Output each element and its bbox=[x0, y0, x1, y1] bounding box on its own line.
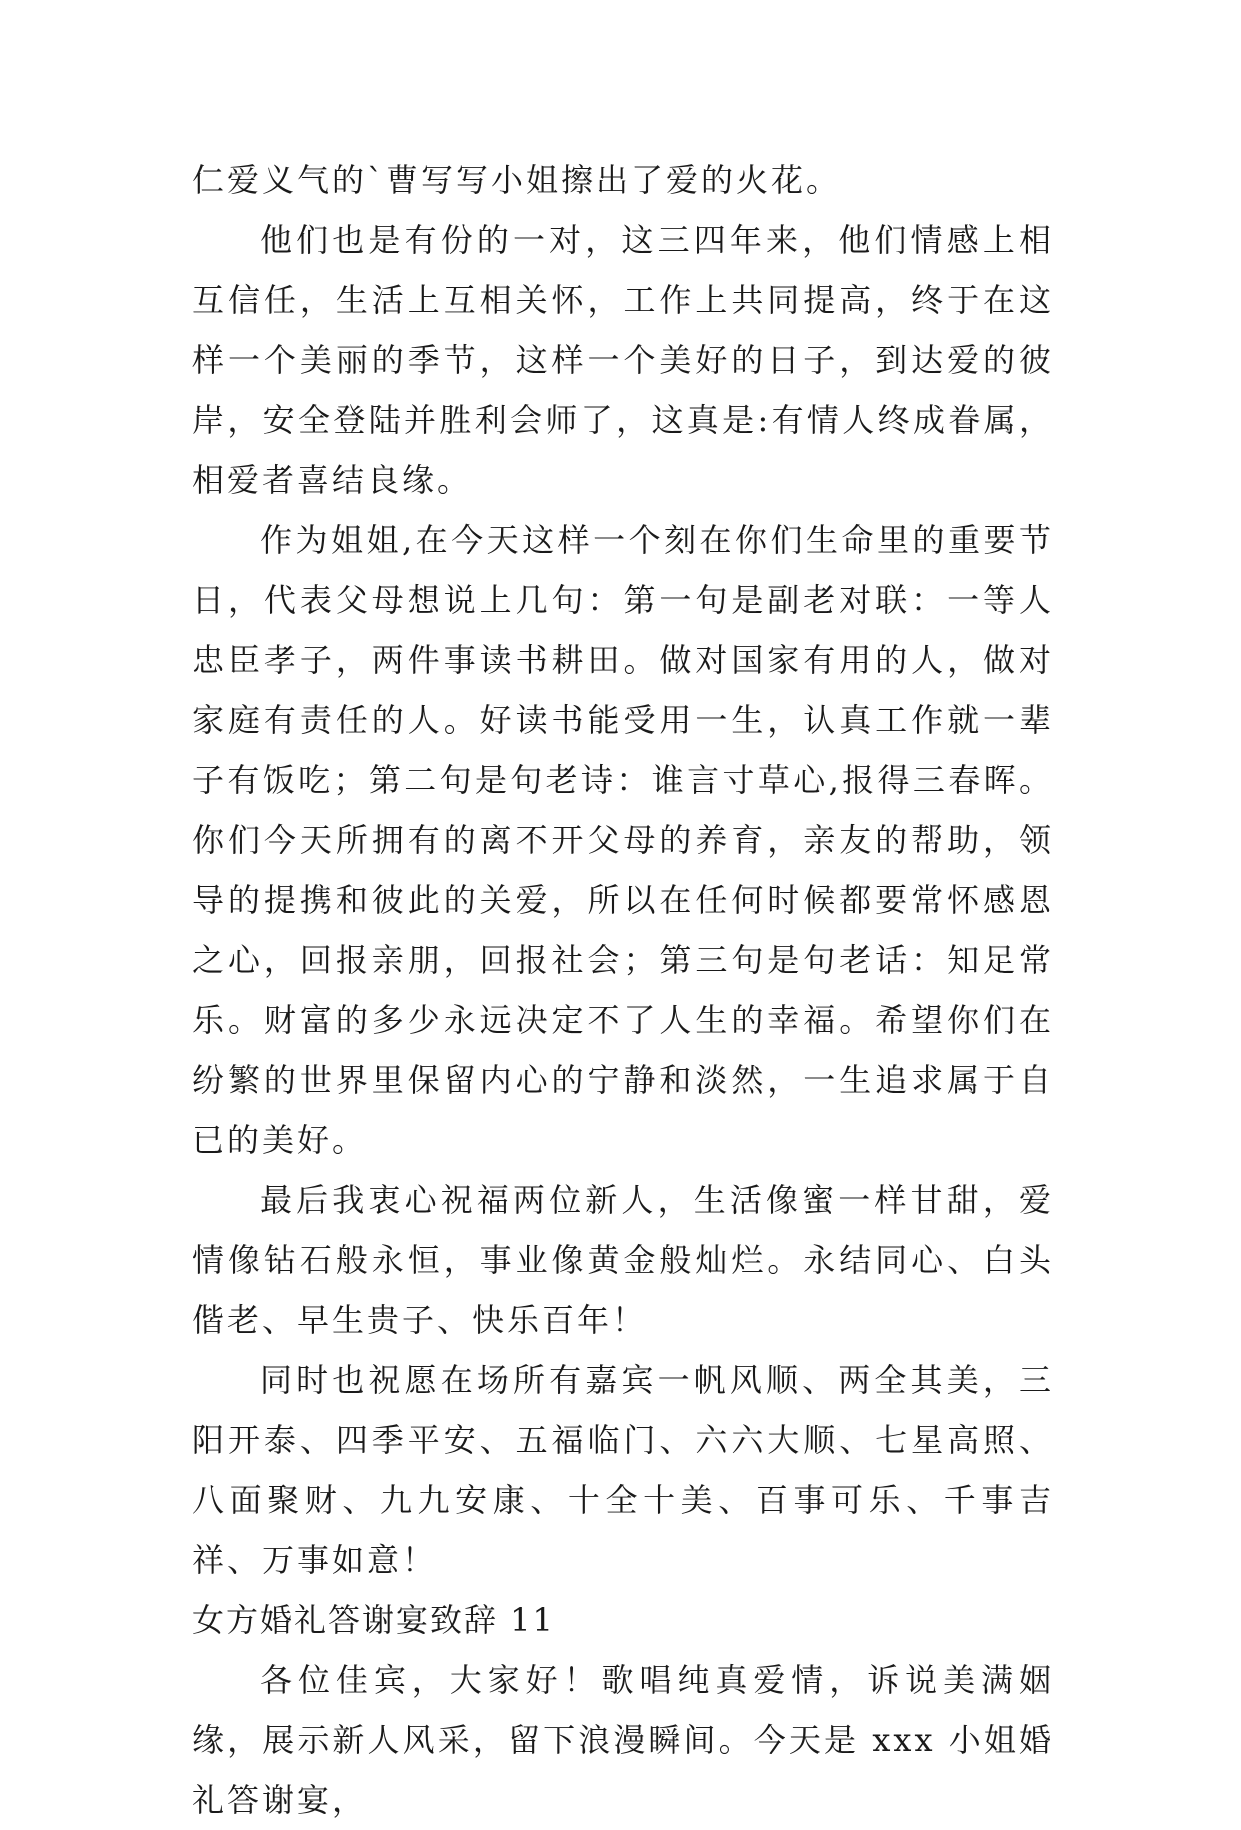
paragraph-blessing: 最后我衷心祝福两位新人，生活像蜜一样甘甜，爱情像钻石般永恒，事业像黄金般灿烂。永结同心、白头偕老、早生贵子、快乐百年！ bbox=[192, 1181, 1054, 1339]
paragraph-continuation: 仁爱义气的`曹写写小姐擦出了爱的火花。 bbox=[192, 161, 842, 199]
paragraph-guest-wishes: 同时也祝愿在场所有嘉宾一帆风顺、两全其美，三阳开泰、四季平安、五福临门、六六大顺、七星高照、八面聚财、九九安康、十全十美、百事可乐、千事吉祥、万事如意！ bbox=[192, 1361, 1054, 1579]
paragraph-opening: 各位佳宾，大家好！歌唱纯真爱情，诉说美满姻缘，展示新人风采，留下浪漫瞬间。今天是 xxx 小姐婚礼答谢宴， bbox=[192, 1661, 1054, 1819]
document-page bbox=[192, 150, 1054, 1830]
section-heading: 女方婚礼答谢宴致辞 11 bbox=[192, 1601, 555, 1639]
paragraph-couple: 他们也是有份的一对，这三四年来，他们情感上相互信任，生活上互相关怀，工作上共同提高，终于在这样一个美丽的季节，这样一个美好的日子，到达爱的彼岸，安全登陆并胜利会师了，这真是:有情人终成眷属，相爱者喜结良缘。 bbox=[192, 221, 1054, 499]
paragraph-sister-speech: 作为姐姐,在今天这样一个刻在你们生命里的重要节日，代表父母想说上几句：第一句是副老对联：一等人忠臣孝子，两件事读书耕田。做对国家有用的人，做对家庭有责任的人。好读书能受用一生，认真工作就一辈子有饭吃；第二句是句老诗：谁言寸草心,报得三春晖。你们今天所拥有的离不开父母的养育，亲友的帮助，领导的提携和彼此的关爱，所以在任何时候都要常怀感恩之心，回报亲朋，回报社会；第三句是句老话：知足常乐。财富的多少永远决定不了人生的幸福。希望你们在纷繁的世界里保留内心的宁静和淡然，一生追求属于自已的美好。 bbox=[192, 521, 1054, 1159]
